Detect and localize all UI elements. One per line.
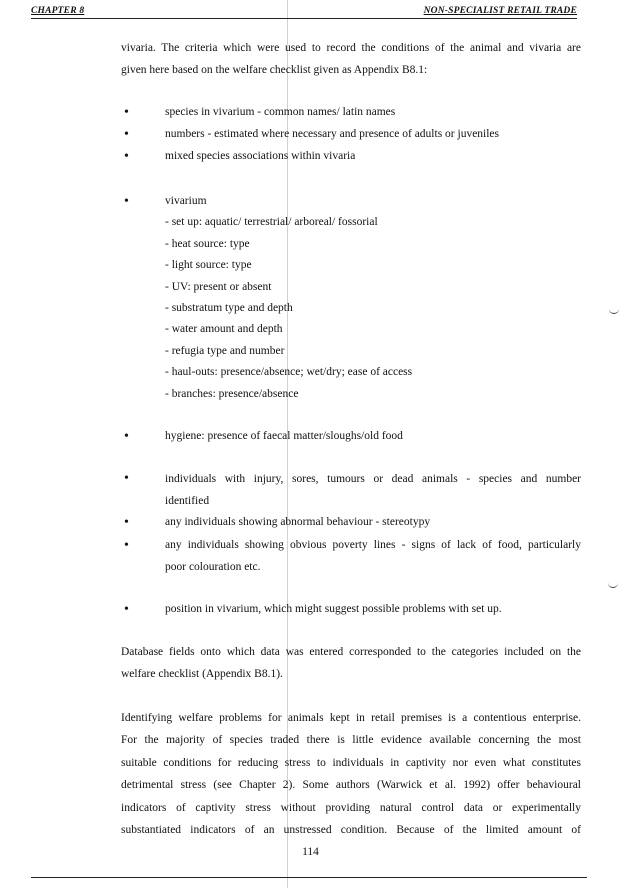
text-line: suitable conditions for reducing stress to individuals in captivity nor even what constitutes [121,756,581,769]
bullet-item-poverty [165,534,581,579]
text-line: given here based on the welfare checklist given as Appendix B8.1: [121,64,428,77]
bullet-marker: • [124,471,129,486]
text-line: Database fields onto which data was entered corresponded to the categories included on the [121,646,581,658]
chapter-label: CHAPTER 8 [31,6,85,16]
bullet-item-numbers: numbers - estimated where necessary and presence of adults or juveniles [165,128,500,140]
welfare-paragraph [121,707,581,841]
bullet-marker: • [124,149,129,164]
vivarium-heading: vivarium [165,195,207,207]
intro-paragraph [121,37,581,82]
scan-mark [609,308,619,314]
vivarium-item: - heat source: type [165,238,250,250]
bullet-item-species: species in vivarium - common names/ latin names [165,106,396,118]
running-header [31,4,577,19]
bullet-marker: • [124,538,129,553]
text-line: detrimental stress (see Chapter 2). Some authors (Warwick et al. 1992) offer behavioural [121,779,581,792]
section-label: NON-SPECIALIST RETAIL TRADE [423,6,577,16]
vivarium-item: - light source: type [165,259,252,271]
text-line: identified [165,495,210,508]
vivarium-item: - set up: aquatic/ terrestrial/ arboreal/ fossorial [165,216,378,228]
page-number: 114 [302,846,319,858]
bullet-marker: • [124,105,129,120]
vivarium-item: - substratum type and depth [165,302,293,314]
bullet-marker: • [124,602,129,617]
bullet-marker: • [124,194,129,209]
database-paragraph [121,641,581,686]
scan-mark [608,582,618,588]
text-line: welfare checklist (Appendix B8.1). [121,668,283,681]
bullet-item-position: position in vivarium, which might suggest possible problems with set up. [165,603,502,615]
text-line: Identifying welfare problems for animals kept in retail premises is a contentious enterprise. [121,712,581,724]
vivarium-item: - water amount and depth [165,323,283,335]
bullet-marker: • [124,429,129,444]
bullet-marker: • [124,515,129,530]
text-line: indicators of captivity stress without providing natural control data or experimentally [121,801,581,814]
vivarium-item: - branches: presence/absence [165,388,299,400]
footer-rule [31,877,587,878]
bullet-marker: • [124,127,129,142]
text-line: any individuals showing obvious poverty lines - signs of lack of food, particularly [165,539,581,551]
vivarium-item: - refugia type and number [165,345,285,357]
bullet-item-abnormal: any individuals showing abnormal behaviour - stereotypy [165,516,431,528]
vivarium-item: - UV: present or absent [165,281,272,293]
bullet-item-injury [165,468,581,513]
text-line: substantiated indicators of an unstressed condition. Because of the limited amount of [121,823,581,836]
text-line: individuals with injury, sores, tumours or dead animals - species and number [165,473,581,485]
text-line: vivaria. The criteria which were used to record the conditions of the animal and vivaria are [121,42,581,54]
bullet-item-mixed: mixed species associations within vivaria [165,150,356,162]
text-line: poor colouration etc. [165,561,261,574]
vivarium-item: - haul-outs: presence/absence; wet/dry; ease of access [165,366,413,378]
text-line: For the majority of species traded there is little evidence available concerning the most [121,734,581,747]
bullet-item-hygiene: hygiene: presence of faecal matter/sloughs/old food [165,430,403,442]
